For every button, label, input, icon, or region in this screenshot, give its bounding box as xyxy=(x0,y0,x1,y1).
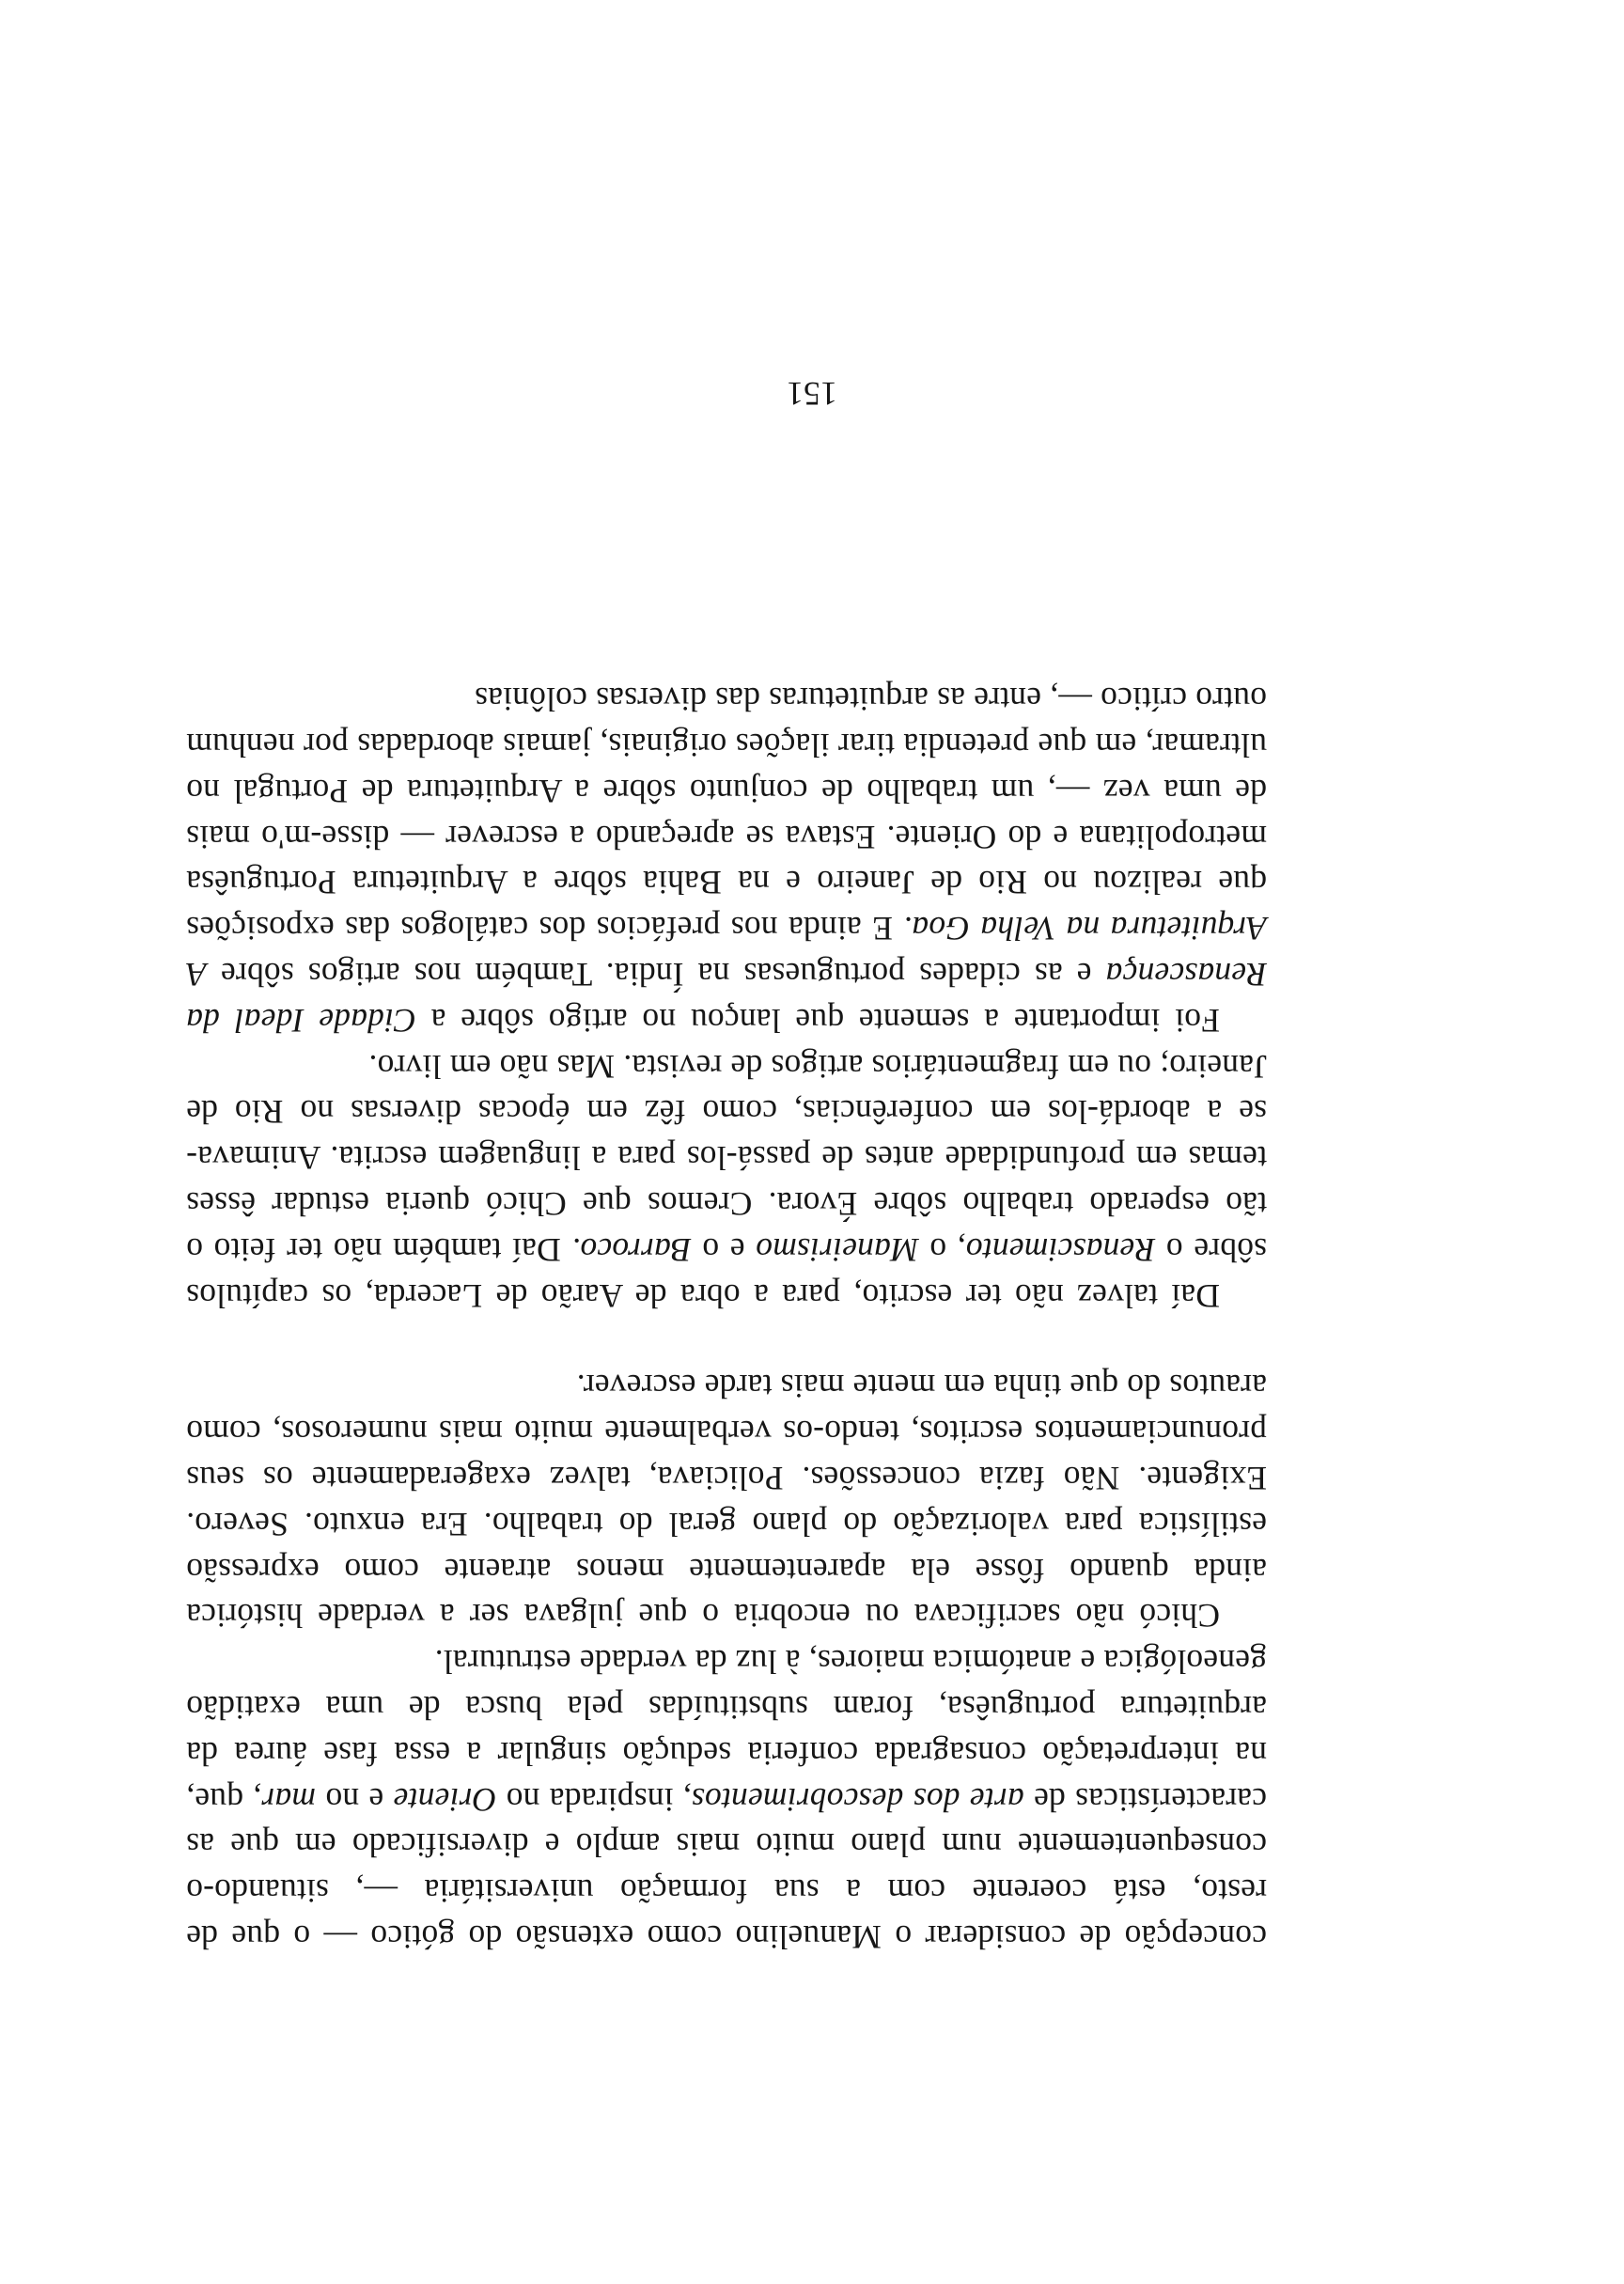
italic-run: Oriente xyxy=(393,1780,497,1819)
italic-run: mar xyxy=(261,1780,317,1819)
text-run: E ainda nos prefácios dos catálogos das exposições que realizou no Rio de Janeiro e na Bahia sôbre a Arquitetura Portuguêsa metropolitana e do Oriente. Estava se apreçando a escrever — disse-m'o mais de uma vez —, um trabalho de conjunto sôbre a Arquitetura de Portugal no ultramar, em que pretendia tirar ilações originais, jamais abordadas por nenhum outro crítico —, entre as arquiteturas das diversas colônias xyxy=(186,681,1267,948)
italic-run: Maneirismo xyxy=(756,1230,919,1269)
text-run: , inspirada no xyxy=(496,1780,692,1819)
page-number: 151 xyxy=(787,375,837,413)
italic-run: Barroco. xyxy=(571,1230,692,1269)
text-run: , que, na interpretação consagrada conferia sedução singular a essa fase áurea da arquitetura portuguêsa, foram substituídas pela busca de uma exatidão geneológica e anatómica maiores, à luz da verdade estrutural. xyxy=(186,1643,1267,1819)
text-run: Daí também não ter feito o tão esperado trabalho sôbre Évora. Cremos que Chicó queria estudar êsses temas em profundidade antes de passá-los para a linguagem escrita. Animava-se a abordá-los em conferências, como fêz em épocas diversas no Rio de Janeiro; ou em fragmentários artigos de revista. Mas não em livro. xyxy=(186,1047,1267,1269)
paragraph xyxy=(186,1364,1267,1639)
text-run: e no xyxy=(316,1780,394,1819)
paragraph xyxy=(186,1043,1267,1319)
text-run: Chicó não sacrificava ou encobria o que julgava ser a verdade histórica ainda quando fôsse ela aparentemente menos atraente como expressão estilística para valorização do plano geral do trabalho. Era enxuto. Severo. Exigente. Não fazia concessões. Policiava, talvez exageradamente os seus pronunciamentos escritos, tendo-os verbalmente muito mais numerosos, como arautos do que tinha em mente mais tarde escrever. xyxy=(186,1368,1267,1635)
italic-run: Cidade Ideal da Renascença xyxy=(186,956,1267,1040)
body-text-top xyxy=(186,676,1267,1960)
paragraph xyxy=(186,676,1267,1042)
text-run: Foi importante a semente que lançou no artigo sôbre a xyxy=(415,1001,1220,1040)
text-run: e as cidades portuguesas na Índia. Também nos artigos sôbre xyxy=(206,956,1106,994)
paragraph xyxy=(186,1638,1267,1960)
italic-run: A Arquitetura na Velha Goa. xyxy=(186,910,1267,994)
italic-run: Renascimento xyxy=(965,1230,1156,1269)
text-run: , o xyxy=(918,1230,966,1269)
text-run: concepção de considerar o Manuelino como extensão do gótico — o que de resto, está coerente com a sua formação universitária —, situando-o consequentemente num plano muito mais amplo e diversificado em que as características de xyxy=(186,1780,1267,1956)
italic-run: arte dos descobrimentos xyxy=(691,1780,1024,1819)
text-run: e o xyxy=(691,1230,757,1269)
text-run: Daí talvez não ter escrito, para a obra de Aarão de Lacerda, os capítulos sôbre o xyxy=(186,1230,1267,1315)
